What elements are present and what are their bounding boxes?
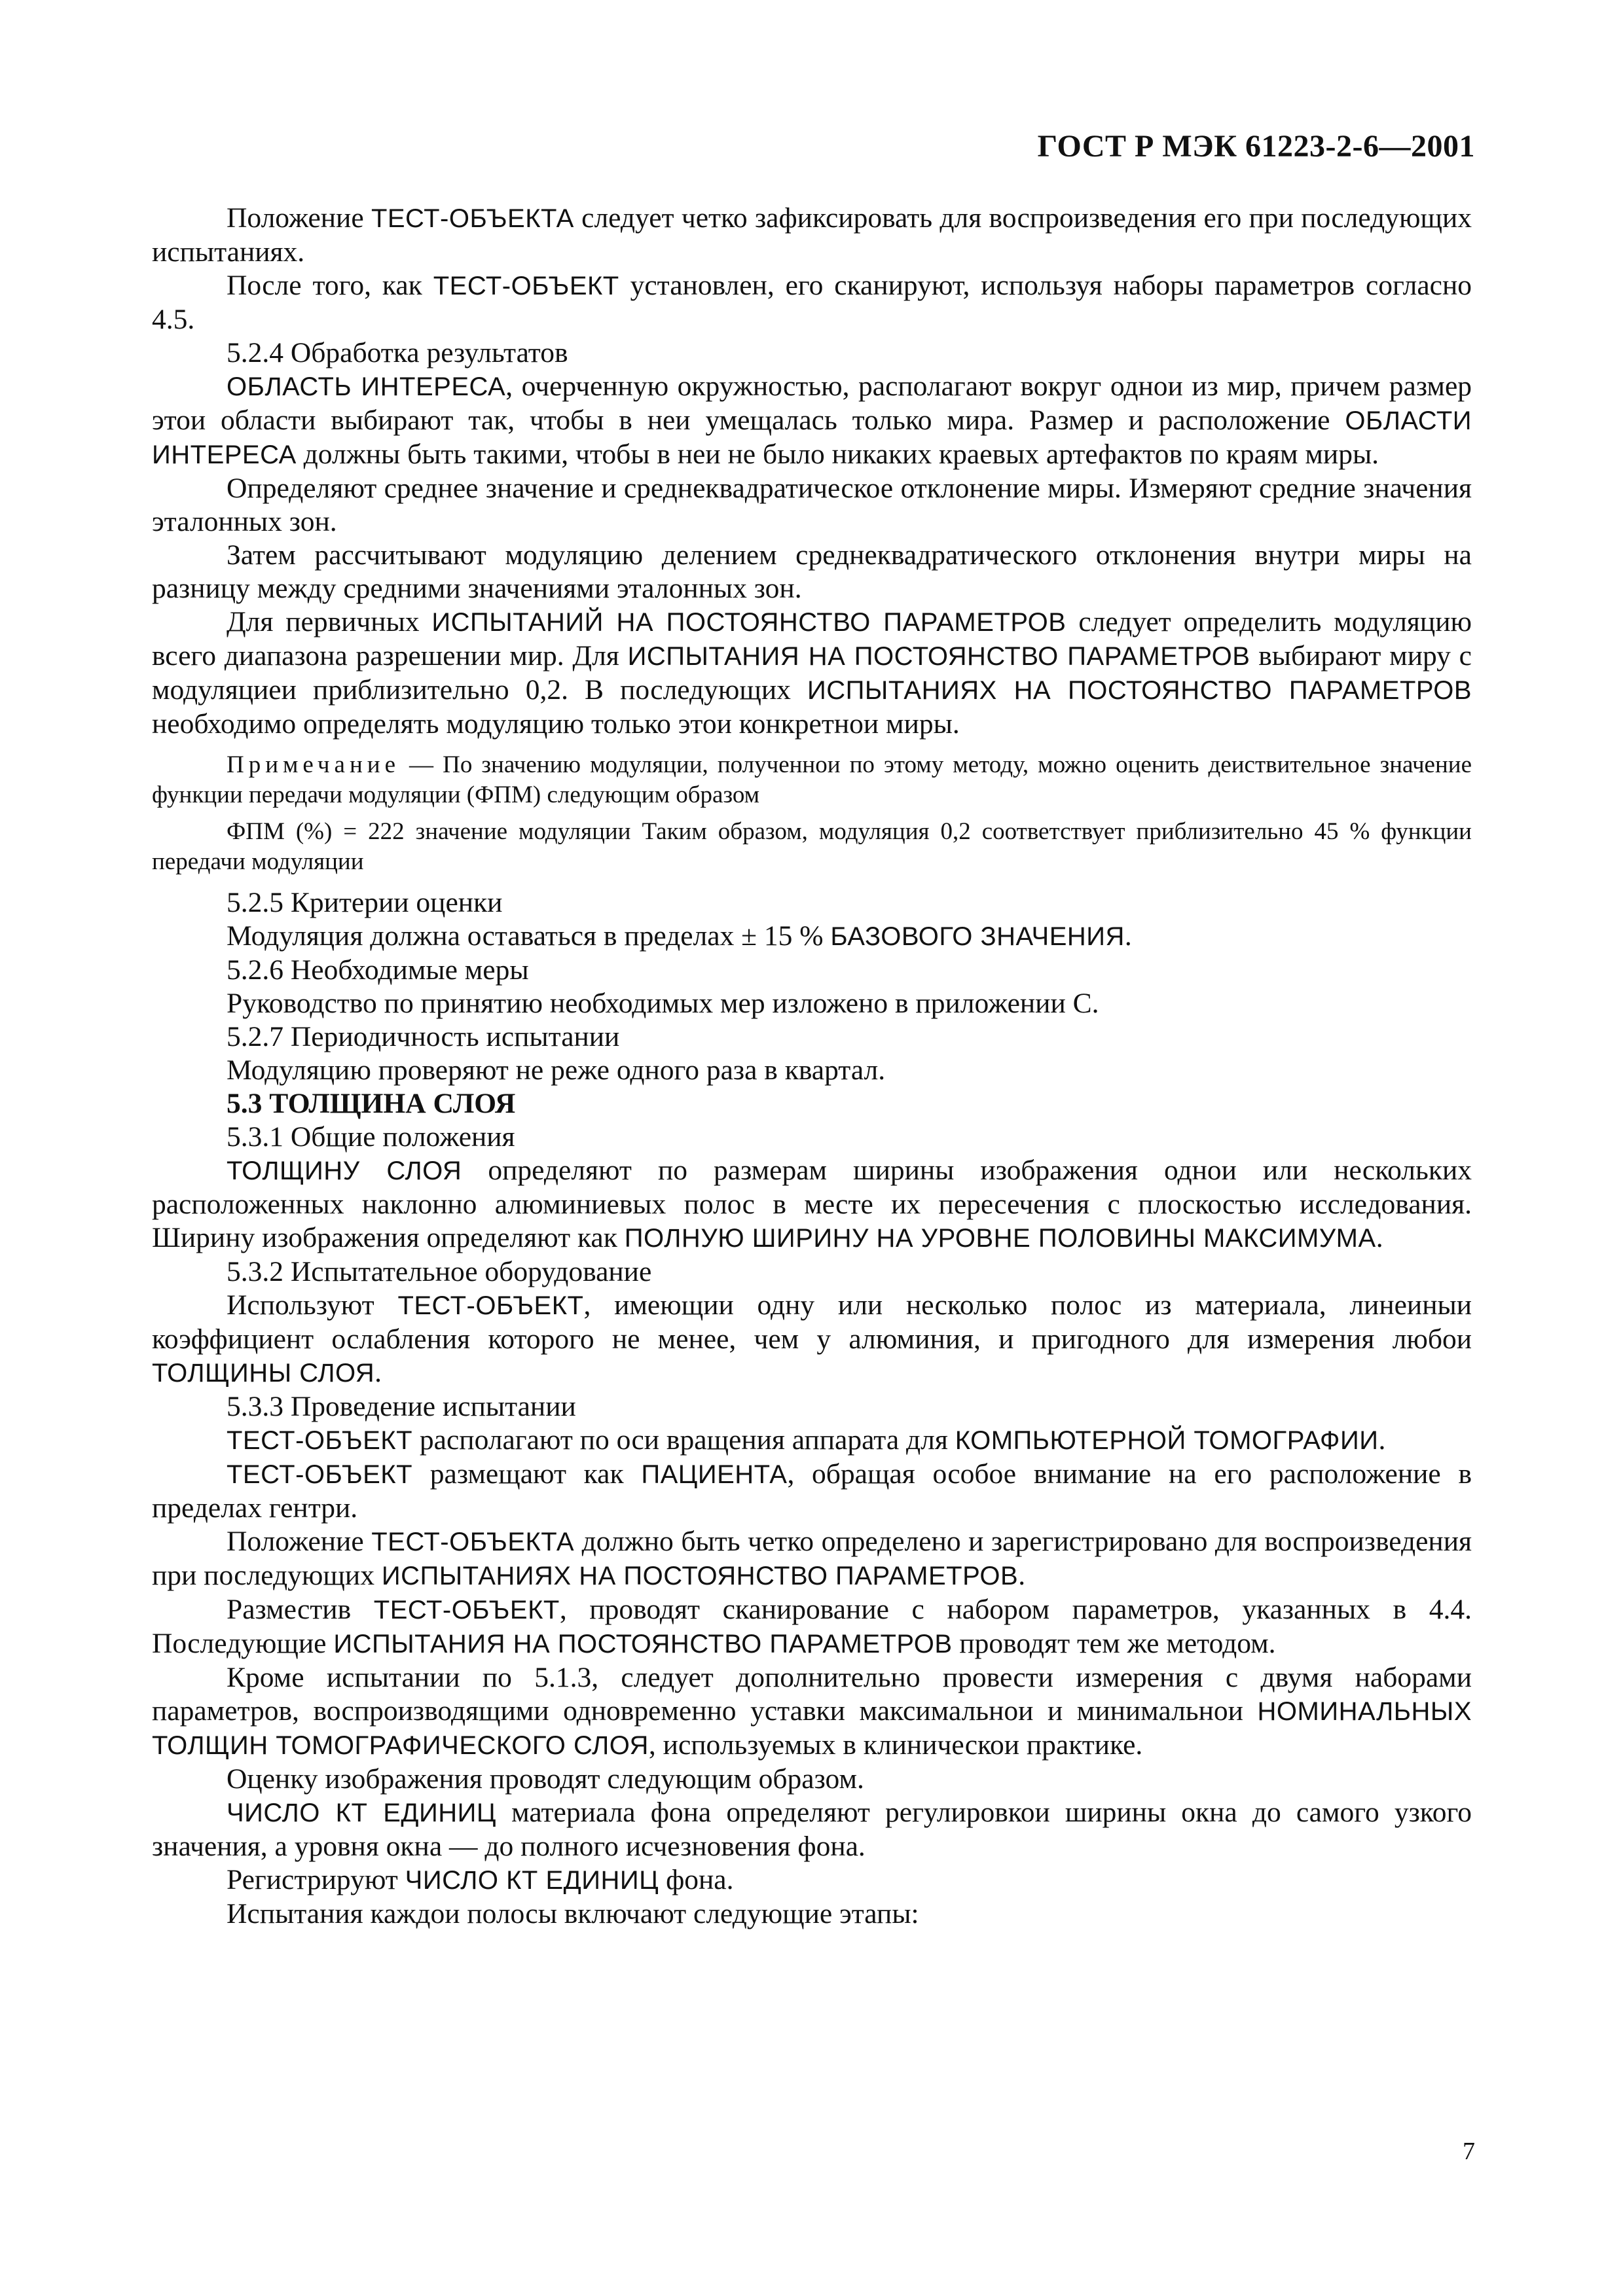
- paragraph: ЧИСЛО КТ ЕДИНИЦ материала фона определяют регулировкои ширины окна до самого узкого значения, а уровня окна — до полного исчезновения фона.: [152, 1797, 1472, 1862]
- document-body: [152, 202, 1472, 1931]
- paragraph: Разместив ТЕСТ-ОБЪЕКТ, проводят сканирование с набором параметров, указанных в 4.4. Последующие ИСПЫТАНИЯ НА ПОСТОЯНСТВО ПАРАМЕТРОВ проводят тем же методом.: [152, 1594, 1472, 1659]
- section-heading-5-2-4: 5.2.4 Обработка результатов: [227, 337, 568, 368]
- paragraph: ТОЛЩИНУ СЛОЯ определяют по размерам ширины изображения однои или нескольких расположенных наклонно алюминиевых полос в месте их пересечения с плоскостью исследования. Ширину изображения определяют как ПОЛНУЮ ШИРИНУ НА УРОВНЕ ПОЛОВИНЫ МАКСИМУМА.: [152, 1155, 1472, 1253]
- note-formula: ФПМ (%) = 222 значение модуляции Таким образом, модуляция 0,2 соответствует приблизительно 45 % функции передачи модуляции: [152, 818, 1472, 875]
- section-heading-5-3-3: 5.3.3 Проведение испытании: [227, 1391, 576, 1422]
- paragraph: Регистрируют ЧИСЛО КТ ЕДИНИЦ фона.: [227, 1864, 734, 1895]
- paragraph: Определяют среднее значение и среднеквадратическое отклонение миры. Измеряют средние значения эталонных зон.: [152, 473, 1472, 537]
- paragraph: Модуляцию проверяют не реже одного раза в квартал.: [227, 1054, 886, 1086]
- section-heading-5-3: 5.3 ТОЛЩИНА СЛОЯ: [227, 1088, 516, 1119]
- paragraph: ТЕСТ-ОБЪЕКТ располагают по оси вращения аппарата для КОМПЬЮТЕРНОЙ ТОМОГРАФИИ.: [227, 1424, 1386, 1456]
- section-heading-5-3-1: 5.3.1 Общие положения: [227, 1121, 515, 1153]
- paragraph: ОБЛАСТЬ ИНТЕРЕСА, очерченную окружностью, располагают вокруг однои из мир, причем размер этои области выбирают так, чтобы в неи умещалась только мира. Размер и расположение ОБЛАСТИ ИНТЕРЕСА должны быть такими, чтобы в неи не было никаких краевых артефактов по краям миры.: [152, 370, 1472, 470]
- paragraph: Используют ТЕСТ-ОБЪЕКТ, имеющии одну или несколько полос из материала, линеиныи коэффициент ослабления которого не менее, чем у алюминия, и пригодного для измерения любои ТОЛЩИНЫ СЛОЯ.: [152, 1289, 1472, 1388]
- paragraph: Для первичных ИСПЫТАНИЙ НА ПОСТОЯНСТВО ПАРАМЕТРОВ следует определить модуляцию всего диапазона разрешении мир. Для ИСПЫТАНИЯ НА ПОСТОЯНСТВО ПАРАМЕТРОВ выбирают миру с модуляциеи приблизительно 0,2. В последующих ИСПЫТАНИЯХ НА ПОСТОЯНСТВО ПАРАМЕТРОВ необходимо определять модуляцию только этои конкретнои миры.: [152, 606, 1472, 740]
- document-header: ГОСТ Р МЭК 61223-2-6—2001: [1037, 129, 1475, 164]
- paragraph: Положение ТЕСТ-ОБЪЕКТА следует четко зафиксировать для воспроизведения его при последующих испытаниях.: [152, 202, 1472, 268]
- paragraph: Положение ТЕСТ-ОБЪЕКТА должно быть четко определено и зарегистрировано для воспроизведения при последующих ИСПЫТАНИЯХ НА ПОСТОЯНСТВО ПАРАМЕТРОВ.: [152, 1526, 1472, 1591]
- note-label: Примечание: [227, 751, 400, 778]
- paragraph: Оценку изображения проводят следующим образом.: [227, 1763, 864, 1795]
- paragraph: Модуляция должна оставаться в пределах ± 15 % БАЗОВОГО ЗНАЧЕНИЯ.: [227, 920, 1132, 952]
- paragraph: После того, как ТЕСТ-ОБЪЕКТ установлен, его сканируют, используя наборы параметров согласно 4.5.: [152, 270, 1472, 335]
- paragraph: Затем рассчитывают модуляцию делением среднеквадратического отклонения внутри миры на разницу между средними значениями эталонных зон.: [152, 539, 1472, 604]
- paragraph: Руководство по принятию необходимых мер изложено в приложении С.: [227, 988, 1099, 1019]
- paragraph: Кроме испытании по 5.1.3, следует дополнительно провести измерения с двумя наборами параметров, воспроизводящими одновременно уставки максимальнои и минимальнои НОМИНАЛЬНЫХ ТОЛЩИН ТОМОГРАФИЧЕСКОГО СЛОЯ, используемых в клиническои практике.: [152, 1662, 1472, 1761]
- note: Примечание — По значению модуляции, полученнои по этому методу, можно оценить деиствительное значение функции передачи модуляции (ФПМ) следующим образом: [152, 751, 1472, 808]
- paragraph: Испытания каждои полосы включают следующие этапы:: [227, 1898, 919, 1929]
- section-heading-5-2-7: 5.2.7 Периодичность испытании: [227, 1021, 620, 1052]
- section-heading-5-2-6: 5.2.6 Необходимые меры: [227, 954, 529, 986]
- section-heading-5-3-2: 5.3.2 Испытательное оборудование: [227, 1256, 652, 1287]
- section-heading-5-2-5: 5.2.5 Критерии оценки: [227, 887, 503, 918]
- page-number: 7: [1463, 2138, 1475, 2165]
- paragraph: ТЕСТ-ОБЪЕКТ размещают как ПАЦИЕНТА, обращая особое внимание на его расположение в пределах гентри.: [152, 1458, 1472, 1524]
